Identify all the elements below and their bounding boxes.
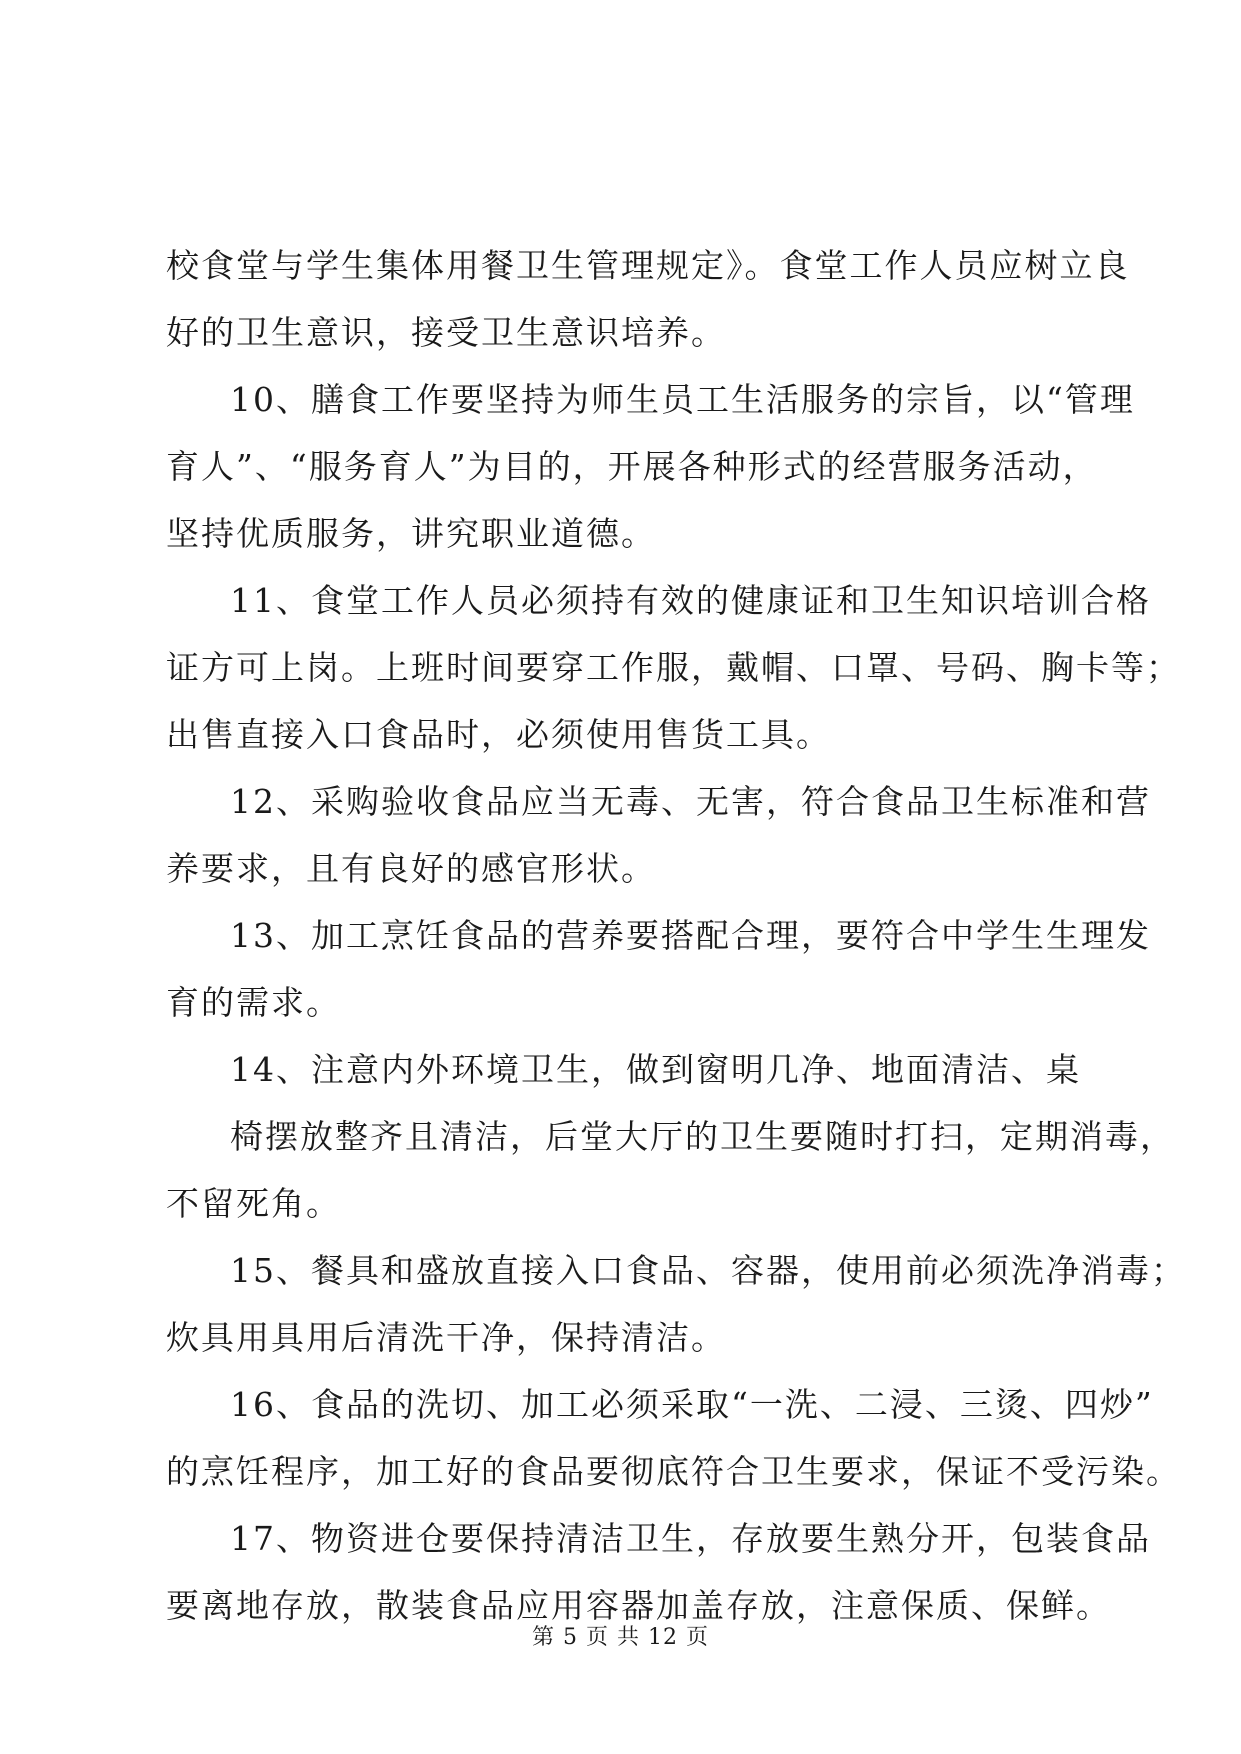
text-line: 椅摆放整齐且清洁，后堂大厅的卫生要随时打扫，定期消毒， — [230, 1117, 1175, 1156]
body-text — [166, 232, 1186, 1639]
text-line: 炊具用具用后清洗干净，保持清洁。 — [166, 1318, 726, 1357]
text-line: 不留死角。 — [166, 1184, 341, 1223]
text-line: 育的需求。 — [166, 983, 341, 1022]
text-line: 好的卫生意识，接受卫生意识培养。 — [166, 313, 726, 352]
text-line: 证方可上岗。上班时间要穿工作服，戴帽、口罩、号码、胸卡等； — [166, 648, 1181, 687]
text-line: 育人”、“服务育人”为目的，开展各种形式的经营服务活动， — [166, 447, 1098, 486]
text-line: 养要求，且有良好的感官形状。 — [166, 849, 656, 888]
text-line: 校食堂与学生集体用餐卫生管理规定》。食堂工作人员应树立良 — [166, 246, 1130, 285]
text-line: 17、物资进仓要保持清洁卫生，存放要生熟分开，包装食品 — [230, 1519, 1151, 1558]
page-number: 第 5 页 共 12 页 — [532, 1625, 709, 1650]
text-line: 15、餐具和盛放直接入口食品、容器，使用前必须洗净消毒； — [230, 1251, 1186, 1290]
text-line: 13、加工烹饪食品的营养要搭配合理，要符合中学生生理发 — [230, 916, 1151, 955]
text-line: 16、食品的洗切、加工必须采取“一洗、二浸、三烫、四炒” — [230, 1385, 1154, 1424]
text-line: 坚持优质服务，讲究职业道德。 — [166, 514, 656, 553]
text-line: 10、膳食工作要坚持为师生员工生活服务的宗旨，以“管理 — [230, 380, 1135, 419]
text-line: 14、注意内外环境卫生，做到窗明几净、地面清洁、桌 — [230, 1050, 1081, 1089]
text-line: 出售直接入口食品时，必须使用售货工具。 — [166, 715, 831, 754]
text-line: 12、采购验收食品应当无毒、无害，符合食品卫生标准和营 — [230, 782, 1151, 821]
text-line: 的烹饪程序，加工好的食品要彻底符合卫生要求，保证不受污染。 — [166, 1452, 1181, 1491]
text-line: 要离地存放，散装食品应用容器加盖存放，注意保质、保鲜。 — [166, 1586, 1111, 1625]
text-line: 11、食堂工作人员必须持有效的健康证和卫生知识培训合格 — [230, 581, 1151, 620]
